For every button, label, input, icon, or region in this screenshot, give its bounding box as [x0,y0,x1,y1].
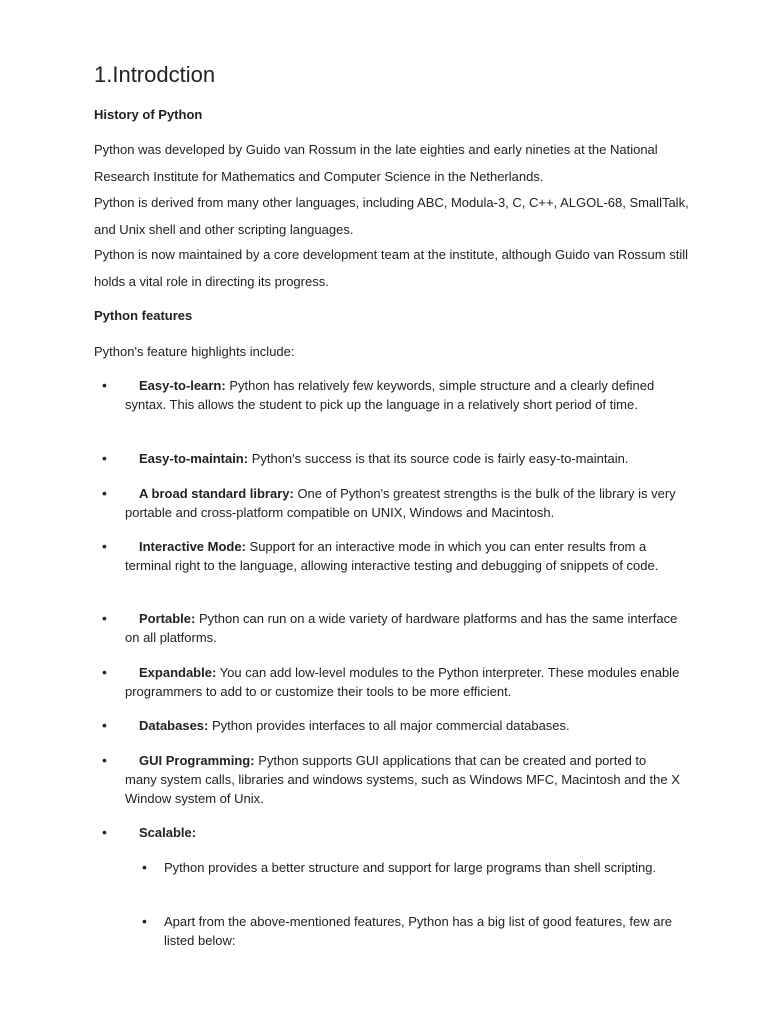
feature-item-gui-programming [125,751,681,808]
bullet-marker: • [102,752,107,768]
feature-text: Python has relatively few keywords, simple structure and a clearly defined syntax. This allows the student to pick up the language in a relatively short period of time. [125,378,655,412]
history-paragraph-1: Python was developed by Guido van Rossum in the late eighties and early nineties at the National Research Institute for Mathematics and Computer Science in the Netherlands. [94,142,658,184]
feature-text: Support for an interactive mode in which you can enter results from a terminal right to the language, allowing interactive testing and debugging of snippets of code. [125,539,659,573]
feature-item-standard-library [125,484,681,522]
bullet-marker: • [102,450,107,466]
feature-term: GUI Programming: [139,753,255,768]
sub-bullet-marker: • [142,913,147,929]
scalable-sub-item-structure: Python provides a better structure and support for large programs than shell scripting. [164,860,657,875]
bullet-marker: • [102,664,107,680]
bullet-marker: • [102,610,107,626]
feature-item-portable [125,609,681,647]
feature-item-scalable [125,823,681,842]
feature-text: Python supports GUI applications that can be created and ported to many system calls, libraries and windows systems, such as Windows MFC, Macintosh and the X Window system of Unix. [125,753,680,806]
bullet-marker: • [102,377,107,393]
sub-bullet-marker: • [142,859,147,875]
feature-text: Python's success is that its source code is fairly easy-to-maintain. [248,451,629,466]
bullet-marker: • [102,824,107,840]
feature-term: Databases: [139,718,209,733]
bullet-marker: • [102,717,107,733]
feature-item-easy-to-learn [125,376,681,414]
feature-text: Python provides interfaces to all major commercial databases. [208,718,570,733]
page-title: 1.Introdction [94,62,216,87]
features-intro: Python's feature highlights include: [94,344,295,359]
bullet-marker: • [102,485,107,501]
history-paragraph-2: Python is derived from many other languages, including ABC, Modula-3, C, C++, ALGOL-68, SmallTalk, and Unix shell and other scripting languages. [94,195,689,237]
feature-item-expandable [125,663,681,701]
feature-term: Expandable: [139,665,217,680]
features-heading: Python features [94,308,193,323]
scalable-sub-item-more-features: Apart from the above-mentioned features, Python has a big list of good features, few are listed below: [164,914,673,948]
feature-term: Portable: [139,611,196,626]
history-paragraph-3: Python is now maintained by a core development team at the institute, although Guido van Rossum still holds a vital role in directing its progress. [94,247,688,289]
feature-text: One of Python's greatest strengths is the bulk of the library is very portable and cross-platform compatible on UNIX, Windows and Macintosh. [125,486,676,520]
bullet-marker: • [102,538,107,554]
feature-term: Easy-to-learn: [139,378,226,393]
feature-item-easy-to-maintain [125,449,681,468]
feature-term: Scalable: [139,825,197,840]
feature-item-interactive-mode [125,537,681,575]
feature-item-databases [125,716,681,735]
feature-text: You can add low-level modules to the Python interpreter. These modules enable programmers to add to or customize their tools to be more efficient. [125,665,680,699]
feature-term: Interactive Mode: [139,539,246,554]
history-heading: History of Python [94,107,203,122]
feature-term: Easy-to-maintain: [139,451,249,466]
feature-text: Python can run on a wide variety of hardware platforms and has the same interface on all platforms. [125,611,678,645]
feature-term: A broad standard library: [139,486,294,501]
